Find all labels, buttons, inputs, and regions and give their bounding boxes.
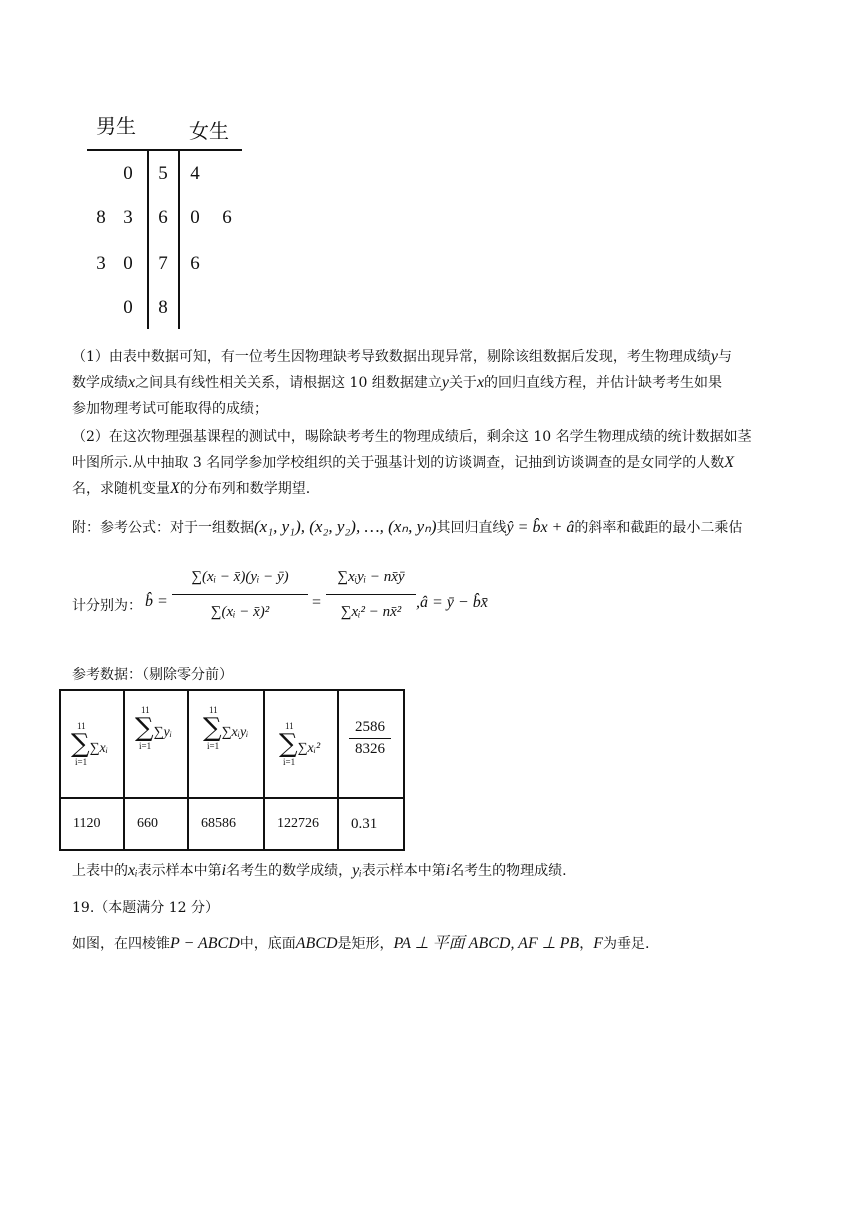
stem-divider-left — [147, 149, 149, 329]
stem: 5 — [158, 163, 168, 184]
table-cell: 0.31 — [338, 798, 404, 850]
leaf-boy: 3 — [123, 207, 133, 228]
stem: 6 — [158, 207, 168, 228]
question-2 — [72, 424, 796, 502]
table-cell: 122726 — [264, 798, 338, 850]
q2-line-2: 叶图所示.从中抽取 3 名同学参加学校组织的关于强基计划的访谈调查，记抽到访谈调查的是女同学的人数X — [72, 454, 735, 471]
ref-data-caption: 参考数据：（剔除零分前） — [72, 667, 233, 683]
leaf-girl: 0 — [190, 207, 200, 228]
question-19-body: 如图，在四棱锥P − ABCD中，底面ABCD是矩形，PA ⊥ 平面 ABCD, AF ⊥ PB，F为垂足. — [72, 935, 650, 952]
fraction-1-numerator: ∑(xᵢ − x̄)(yᵢ − ȳ) — [191, 569, 289, 585]
fraction-2 — [326, 560, 416, 629]
q1-line-2: 数学成绩x之间具有线性相关关系，请根据这 10 组数据建立y关于x的回归直线方程，并估计缺考考生如果 — [72, 374, 723, 391]
table-cell: 1120 — [60, 798, 124, 850]
sum-y-header: 11 ∑∑yᵢ i=1 — [124, 690, 188, 798]
q1-line-3: 参加物理考试可能取得的成绩； — [72, 401, 268, 417]
fraction-1-denominator: ∑(xᵢ − x̄)² — [210, 604, 270, 620]
leaf-boy: 8 — [96, 207, 106, 228]
b-hat-symbol: b̂ = — [145, 593, 168, 610]
fraction-2-denominator: ∑xᵢ² − nx̄² — [340, 604, 402, 620]
table-note: 上表中的xᵢ表示样本中第i名考生的数学成绩，yᵢ表示样本中第i名考生的物理成绩. — [72, 862, 567, 879]
sum-x-header: 11 ∑∑xᵢ i=1 — [60, 690, 124, 798]
ratio-numerator: 2586 — [355, 719, 385, 735]
leaf-boy: 0 — [123, 163, 133, 184]
header-rule — [87, 149, 242, 151]
leaf-girl: 6 — [190, 253, 200, 274]
q1-line-1: （1）由表中数据可知，有一位考生因物理缺考导致数据出现异常，剔除该组数据后发现，考生物理成绩y与 — [72, 348, 733, 365]
q2-line-3: 名，求随机变量X的分布列和数学期望. — [72, 480, 311, 497]
fraction-2-numerator: ∑xᵢyᵢ − nx̄ȳ — [337, 569, 405, 585]
table-cell: 660 — [124, 798, 188, 850]
fraction-1 — [172, 560, 308, 629]
leaf-boy: 0 — [123, 253, 133, 274]
formula-intro: 计分别为： — [72, 598, 142, 614]
reference-data-table — [59, 689, 405, 851]
question-19-title: 19.（本题满分 12 分） — [72, 900, 219, 916]
table-cell: 68586 — [188, 798, 264, 850]
a-hat-formula: ,â = ȳ − b̂x̄ — [416, 594, 488, 611]
leaf-girl: 4 — [190, 163, 200, 184]
leaf-boy: 0 — [123, 297, 133, 318]
girls-header: 女生 — [189, 119, 229, 143]
stem-divider-right — [178, 149, 180, 329]
appendix-line-1: 附：参考公式：对于一组数据(x₁, y₁), (x₂, y₂), …, (xₙ, yₙ)其回归直线ŷ = b̂x + â的斜率和截距的最小二乘估 — [72, 517, 743, 536]
stem: 8 — [158, 297, 168, 318]
boys-header: 男生 — [96, 114, 136, 138]
table-row — [60, 798, 404, 850]
regression-line-formula: ŷ = b̂x + â — [506, 519, 575, 536]
leaf-boy: 3 — [96, 253, 106, 274]
q2-line-1: （2）在这次物理强基课程的测试中，晹除缺考考生的物理成绩后，剩余这 10 名学生物理成绩的统计数据如茎 — [72, 429, 752, 445]
question-1 — [72, 344, 796, 422]
ratio-header — [338, 690, 404, 798]
ratio-denominator: 8326 — [355, 741, 385, 757]
stem: 7 — [158, 253, 168, 274]
leaf-girl: 6 — [222, 207, 232, 228]
sum-xy-header: 11 ∑∑xᵢyᵢ i=1 — [188, 690, 264, 798]
sum-x-squared-header: 11 ∑∑xᵢ² i=1 — [264, 690, 338, 798]
data-set-formula: (x₁, y₁), (x₂, y₂), …, (xₙ, yₙ) — [254, 517, 437, 536]
table-row — [60, 690, 404, 798]
